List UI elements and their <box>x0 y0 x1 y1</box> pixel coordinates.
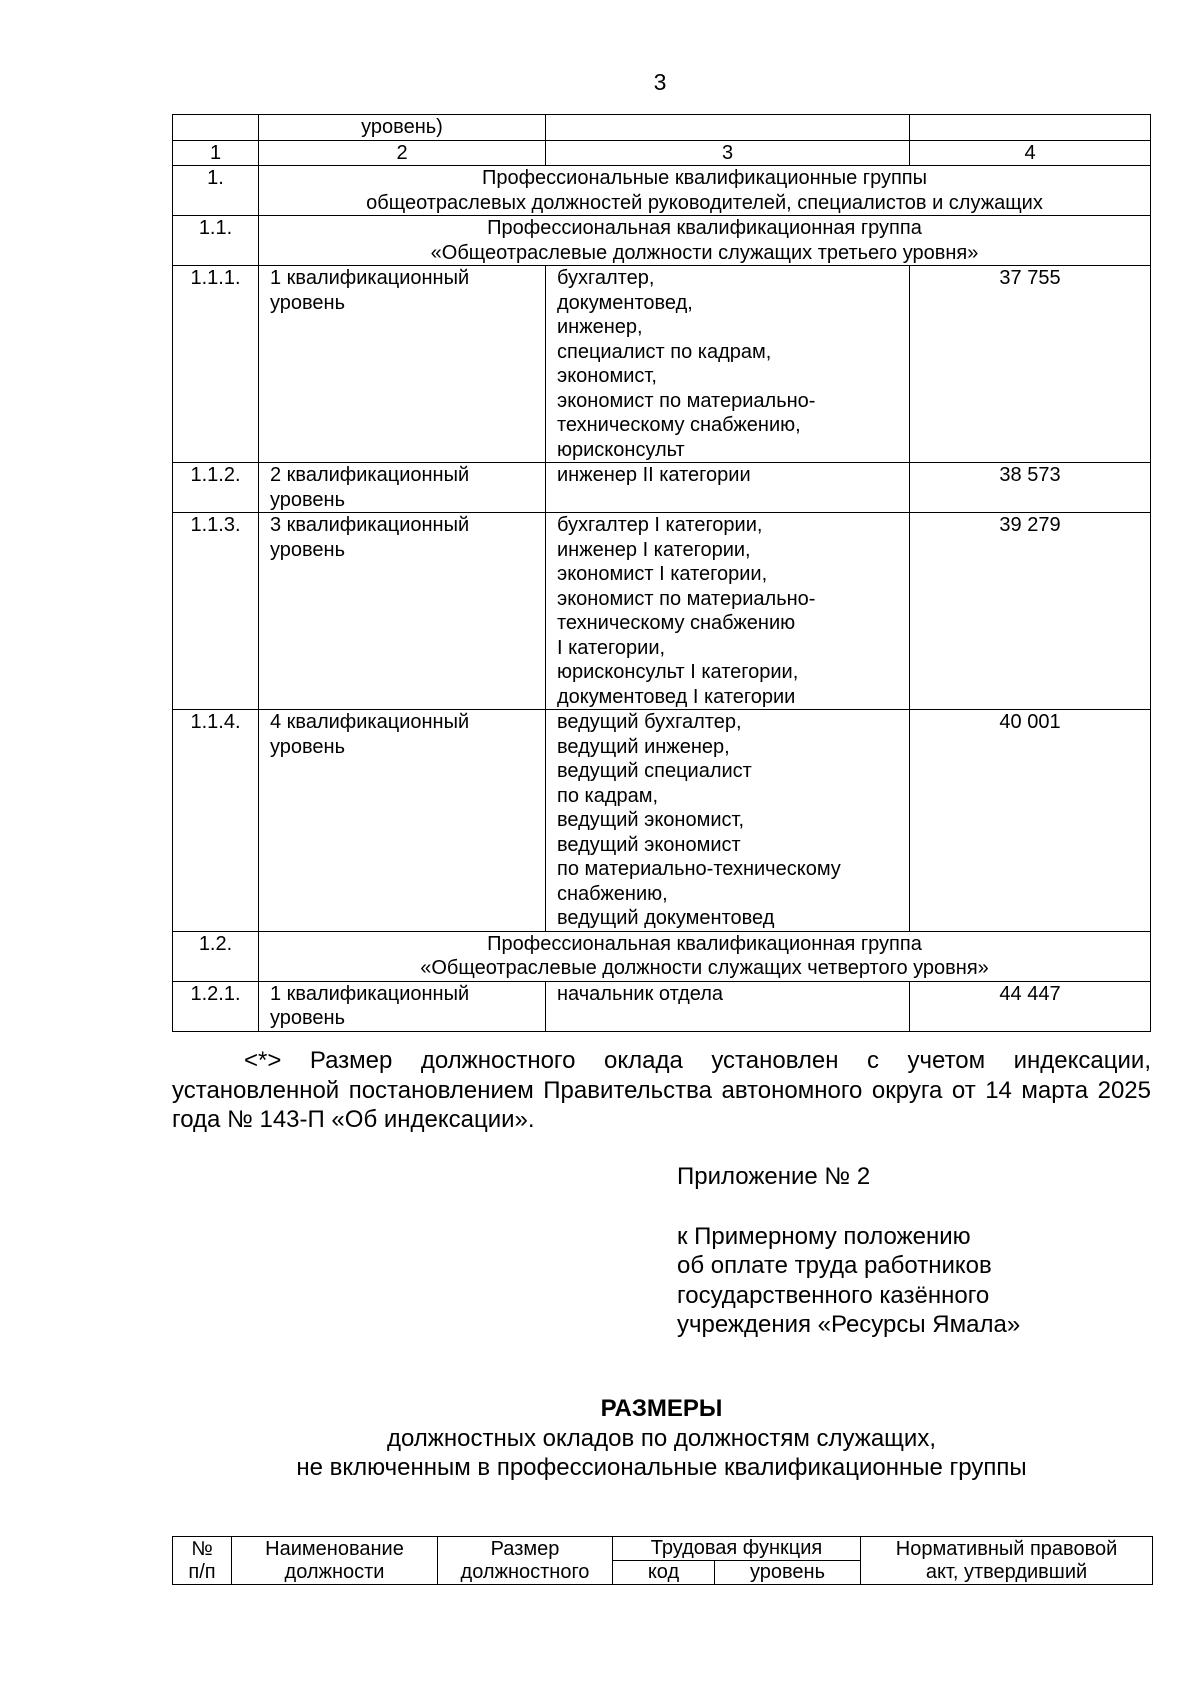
header-text: Нормативный правовой <box>895 1537 1118 1560</box>
header-cell-name <box>232 1537 438 1585</box>
row-number: 1.1.2. <box>173 463 259 513</box>
column-number: 1 <box>173 140 259 166</box>
table-row <box>173 513 1151 710</box>
salary-value: 40 001 <box>910 710 1151 932</box>
appendix-title: Приложение № 2 <box>677 1163 871 1190</box>
row-number: 1.2.1. <box>173 981 259 1031</box>
row-number: 1.1.4. <box>173 710 259 932</box>
header-text: п/п <box>188 1560 216 1583</box>
appendix-block <box>677 1162 1157 1340</box>
header-text: должности <box>284 1560 385 1583</box>
header-text: Наименование <box>265 1537 404 1560</box>
header-text: акт, утвердивший <box>925 1560 1088 1583</box>
table-cell: уровень) <box>259 115 546 141</box>
table-row <box>173 981 1151 1031</box>
row-number: 1.1.1. <box>173 266 259 463</box>
positions-list: бухгалтер, документовед, инженер, специалист по кадрам, экономист, экономист по материально- техническому снабжению, юрисконсульт <box>546 266 910 463</box>
group-title <box>259 931 1151 981</box>
appendix-line: учреждения «Ресурсы Ямала» <box>677 1311 1021 1338</box>
positions-list: начальник отдела <box>546 981 910 1031</box>
column-number-row <box>173 140 1151 166</box>
qualification-level: 4 квалификационный уровень <box>259 710 546 932</box>
column-number: 2 <box>259 140 546 166</box>
header-text: Размер <box>490 1537 560 1560</box>
header-text: № <box>191 1537 213 1560</box>
table-cell <box>546 115 910 141</box>
group-title-line: Профессиональная квалификационная группа <box>487 932 922 955</box>
group-title-line: Профессиональная квалификационная группа <box>487 217 922 239</box>
heading-subtitle: должностных окладов по должностям служащих, <box>386 1424 937 1452</box>
header-cell-function-code: код <box>613 1561 715 1585</box>
group-title <box>259 166 1151 216</box>
row-number: 1.1. <box>173 216 259 266</box>
group-title-line: «Общеотраслевые должности служащих четвертого уровня» <box>420 957 989 979</box>
group-title-line: «Общеотраслевые должности служащих третьего уровня» <box>430 241 979 264</box>
salary-table <box>172 114 1151 1032</box>
group-row <box>173 166 1151 216</box>
positions-table-header <box>172 1536 1153 1585</box>
row-number: 1.1.3. <box>173 513 259 710</box>
group-row <box>173 216 1151 266</box>
table-cell <box>910 115 1151 141</box>
row-number: 1. <box>173 166 259 216</box>
group-row <box>173 931 1151 981</box>
header-text: должностного <box>460 1560 590 1583</box>
group-title-line: общеотраслевых должностей руководителей, специалистов и служащих <box>366 191 1043 214</box>
table-row <box>173 266 1151 463</box>
positions-list: бухгалтер I категории, инженер I категории, экономист I категории, экономист по материально- техническому снабжению I категории, юрисконсульт I категории, документовед I категории <box>546 513 910 710</box>
header-cell-number <box>173 1537 232 1585</box>
appendix-line: об оплате труда работников <box>677 1252 992 1279</box>
footnote: <*> Размер должностного оклада установлен с учетом индексации, установленной постановлением Правительства автономного округа от 14 марта 2025 года № 143-П «Об индексации». <box>172 1047 1151 1133</box>
appendix-line: к Примерному положению <box>677 1222 971 1250</box>
salary-value: 37 755 <box>910 266 1151 463</box>
column-number: 4 <box>910 140 1151 166</box>
appendix-line: государственного казённого <box>677 1281 990 1309</box>
qualification-level: 2 квалификационный уровень <box>259 463 546 513</box>
section-heading <box>172 1394 1151 1483</box>
qualification-level: 3 квалификационный уровень <box>259 513 546 710</box>
salary-value: 44 447 <box>910 981 1151 1031</box>
table-cell <box>173 115 259 141</box>
table-row <box>173 463 1151 513</box>
group-title-line: Профессиональные квалификационные группы <box>481 167 928 189</box>
header-cell-salary <box>438 1537 613 1585</box>
header-cell-function: Трудовая функция <box>613 1537 861 1561</box>
header-cell-act <box>861 1537 1153 1585</box>
table-header-row <box>173 1537 1153 1561</box>
heading-title: РАЗМЕРЫ <box>600 1395 723 1422</box>
positions-list: ведущий бухгалтер, ведущий инженер, ведущий специалист по кадрам, ведущий экономист, ведущий экономист по материально-техническому снабжению, ведущий документовед <box>546 710 910 932</box>
positions-list: инженер II категории <box>546 463 910 513</box>
header-cell-function-level: уровень <box>715 1561 861 1585</box>
group-title <box>259 216 1151 266</box>
table-row <box>173 115 1151 141</box>
page-number: 3 <box>653 69 667 95</box>
row-number: 1.2. <box>173 931 259 981</box>
table-row <box>173 710 1151 932</box>
qualification-level: 1 квалификационный уровень <box>259 981 546 1031</box>
heading-subtitle: не включенным в профессиональные квалификационные группы <box>296 1454 1027 1481</box>
salary-value: 38 573 <box>910 463 1151 513</box>
salary-value: 39 279 <box>910 513 1151 710</box>
column-number: 3 <box>546 140 910 166</box>
qualification-level: 1 квалификационный уровень <box>259 266 546 463</box>
